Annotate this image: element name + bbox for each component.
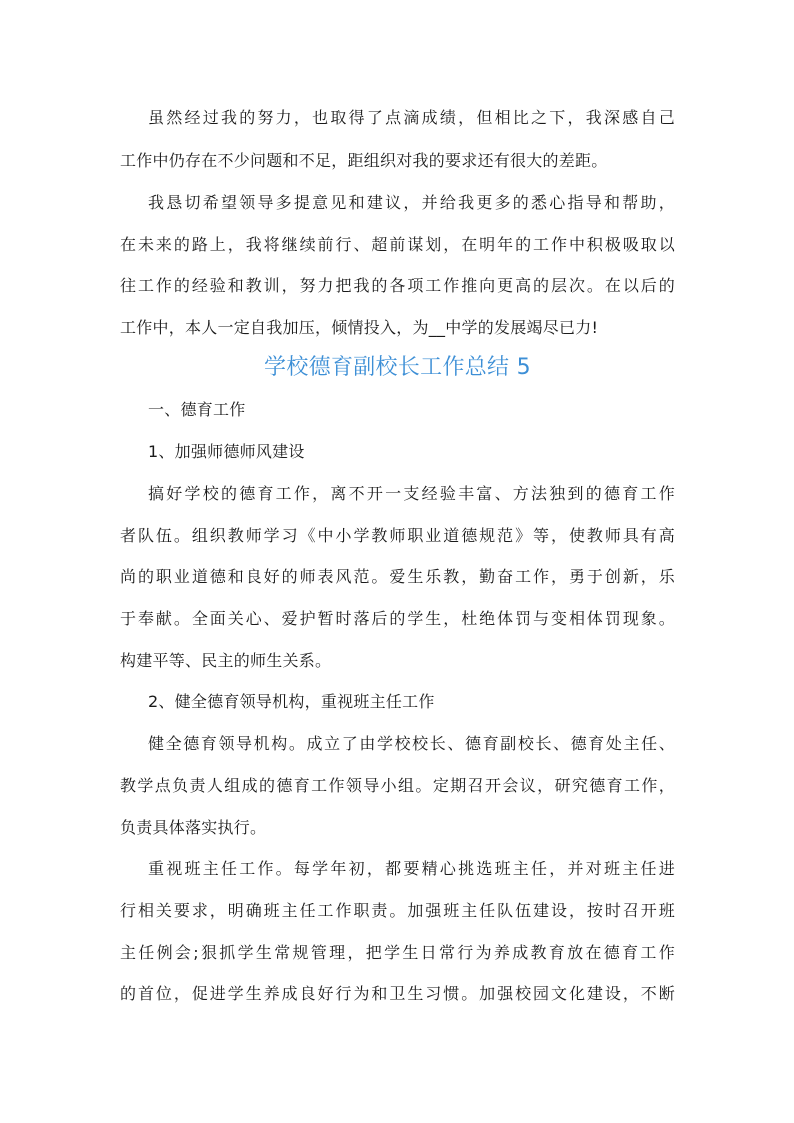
paragraph-line: 在未来的路上，我将继续前行、超前谋划，在明年的工作中积极吸取以	[120, 235, 675, 254]
paragraph-line: 构建平等、民主的师生关系。	[120, 651, 332, 670]
paragraph-line: 重视班主任工作。每学年初，都要精心挑选班主任，并对班主任进	[148, 859, 675, 878]
paragraph-line: 负责具体落实执行。	[120, 818, 267, 837]
paragraph-line: 主任例会;狠抓学生常规管理，把学生日常行为养成教育放在德育工作	[120, 943, 675, 962]
heading-level-1: 一、德育工作	[148, 400, 246, 419]
section-title: 学校德育副校长工作总结 5	[264, 355, 531, 380]
paragraph-line: 健全德育领导机构。成立了由学校校长、德育副校长、德育处主任、	[148, 734, 675, 753]
paragraph-line: 行相关要求，明确班主任工作职责。加强班主任队伍建设，按时召开班	[120, 901, 675, 920]
paragraph-line: 的首位，促进学生养成良好行为和卫生习惯。加强校园文化建设，不断	[120, 984, 675, 1003]
paragraph-line: 我恳切希望领导多提意见和建议，并给我更多的悉心指导和帮助，	[148, 193, 675, 212]
paragraph-line: 者队伍。组织教师学习《中小学教师职业道德规范》等，使教师具有高	[120, 526, 675, 545]
paragraph-line: 于奉献。全面关心、爱护暂时落后的学生，杜绝体罚与变相体罚现象。	[120, 609, 675, 628]
paragraph-line: 工作中仍存在不少问题和不足，距组织对我的要求还有很大的差距。	[120, 151, 608, 170]
paragraph-line: 尚的职业道德和良好的师表风范。爱生乐教，勤奋工作，勇于创新，乐	[120, 567, 675, 586]
paragraph-line: 搞好学校的德育工作，离不开一支经验丰富、方法独到的德育工作	[148, 484, 675, 503]
paragraph-line: 工作中，本人一定自我加压，倾情投入，为__中学的发展竭尽已力!	[120, 318, 599, 337]
paragraph-line: 教学点负责人组成的德育工作领导小组。定期召开会议，研究德育工作，	[120, 776, 675, 795]
subheading: 1、加强师德师风建设	[148, 442, 305, 461]
paragraph-line: 往工作的经验和教训，努力把我的各项工作推向更高的层次。在以后的	[120, 276, 675, 295]
subheading: 2、健全德育领导机构，重视班主任工作	[148, 692, 435, 711]
paragraph-line: 虽然经过我的努力，也取得了点滴成绩，但相比之下，我深感自己	[148, 108, 675, 127]
